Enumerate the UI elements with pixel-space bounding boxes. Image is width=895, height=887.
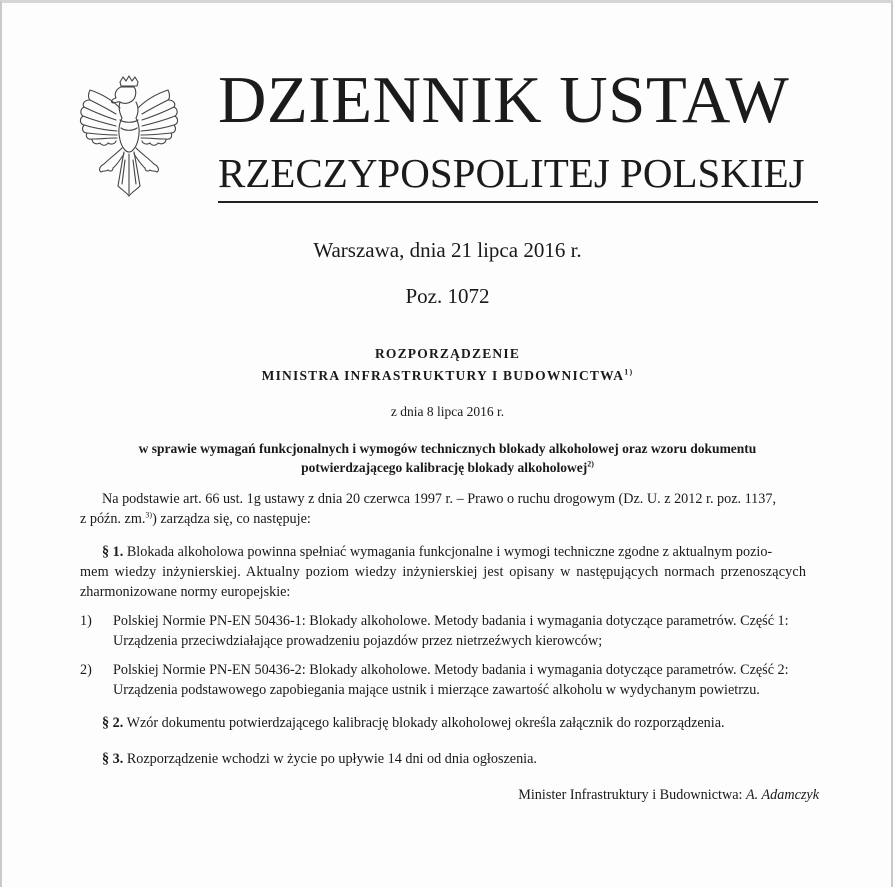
position-number: Poz. 1072 — [405, 284, 490, 308]
act-date: z dnia 8 lipca 2016 r. — [390, 404, 505, 419]
act-issuer — [0, 367, 895, 385]
list-item-1-line1: Polskiej Normie PN-EN 50436-1: Blokady alkoholowe. Metody badania i wymagania dotyczące parametrów. Część 1: — [113, 613, 789, 629]
list-item-2-number: 2) — [80, 662, 92, 678]
section-3-label: § 3. — [102, 751, 124, 767]
act-subject — [0, 439, 895, 477]
section-2-text: Wzór dokumentu potwierdzającego kalibrację blokady alkoholowej określa załącznik do rozporządzenia. — [126, 715, 725, 731]
section-2 — [102, 714, 725, 734]
section-1-label: § 1. — [102, 544, 124, 560]
signature-name: A. Adamczyk — [745, 787, 819, 803]
list-item-2-line2: Urządzenia podstawowego zapobiegania mające ustnik i mierzące zawartość alkoholu w wydychanym powietrzu. — [113, 682, 760, 698]
section-1-line3: zharmonizowane normy europejskie: — [80, 584, 291, 600]
preamble-line2: z późn. zm.$^{3)}$) zarządza się, co następuje: — [80, 510, 311, 527]
polish-eagle-emblem-icon — [76, 74, 182, 200]
footnote-ref-2[interactable]: 2) — [587, 459, 594, 469]
section-1-line2: mem wiedzy inżynierskiej. Aktualny poziom wiedzy inżynierskiej jest opisany w następujących normach przenoszących — [80, 564, 807, 580]
act-issuer-text: MINISTRA INFRASTRUKTURY I BUDOWNICTWA — [261, 368, 625, 383]
section-2-label: § 2. — [102, 715, 124, 731]
list-item-1-line2: Urządzenia przeciwdziałające prowadzeniu pojazdów przez nietrzeźwych kierowców; — [113, 633, 603, 649]
footnote-ref-3[interactable]: 3) — [145, 510, 153, 520]
header-rule — [218, 201, 818, 203]
section-3 — [102, 750, 537, 770]
act-subject-line2: potwierdzającego kalibrację blokady alkoholowej$^{2)}$ — [301, 459, 594, 475]
signature-role: Minister Infrastruktury i Budownictwa: — [518, 787, 746, 803]
section-3-text: Rozporządzenie wchodzi w życie po upływie 14 dni od dnia ogłoszenia. — [126, 751, 537, 767]
section-1-line1: § 1. Blokada alkoholowa powinna spełniać wymagania funkcjonalne i wymogi techniczne zgodne z aktualnym pozio- — [102, 544, 773, 560]
journal-title: DZIENNIK USTAW — [218, 63, 790, 137]
list-item-2-line1: Polskiej Normie PN-EN 50436-2: Blokady alkoholowe. Metody badania i wymagania dotyczące parametrów. Część 2: — [113, 662, 789, 678]
preamble-line1: Na podstawie art. 66 ust. 1g ustawy z dnia 20 czerwca 1997 r. – Prawo o ruchu drogowym (Dz. U. z 2012 r. poz. 1137, — [102, 491, 777, 507]
journal-subtitle: RZECZYPOSPOLITEJ POLSKIEJ — [218, 150, 805, 196]
act-type: ROZPORZĄDZENIE — [374, 346, 521, 361]
footnote-ref-1[interactable]: 1) — [624, 367, 634, 377]
list-item-1-number: 1) — [80, 613, 92, 629]
act-subject-line1: w sprawie wymagań funkcjonalnych i wymogów technicznych blokady alkoholowej oraz wzoru dokumentu — [138, 441, 757, 456]
signature — [518, 786, 819, 805]
publication-date: Warszawa, dnia 21 lipca 2016 r. — [313, 238, 582, 262]
